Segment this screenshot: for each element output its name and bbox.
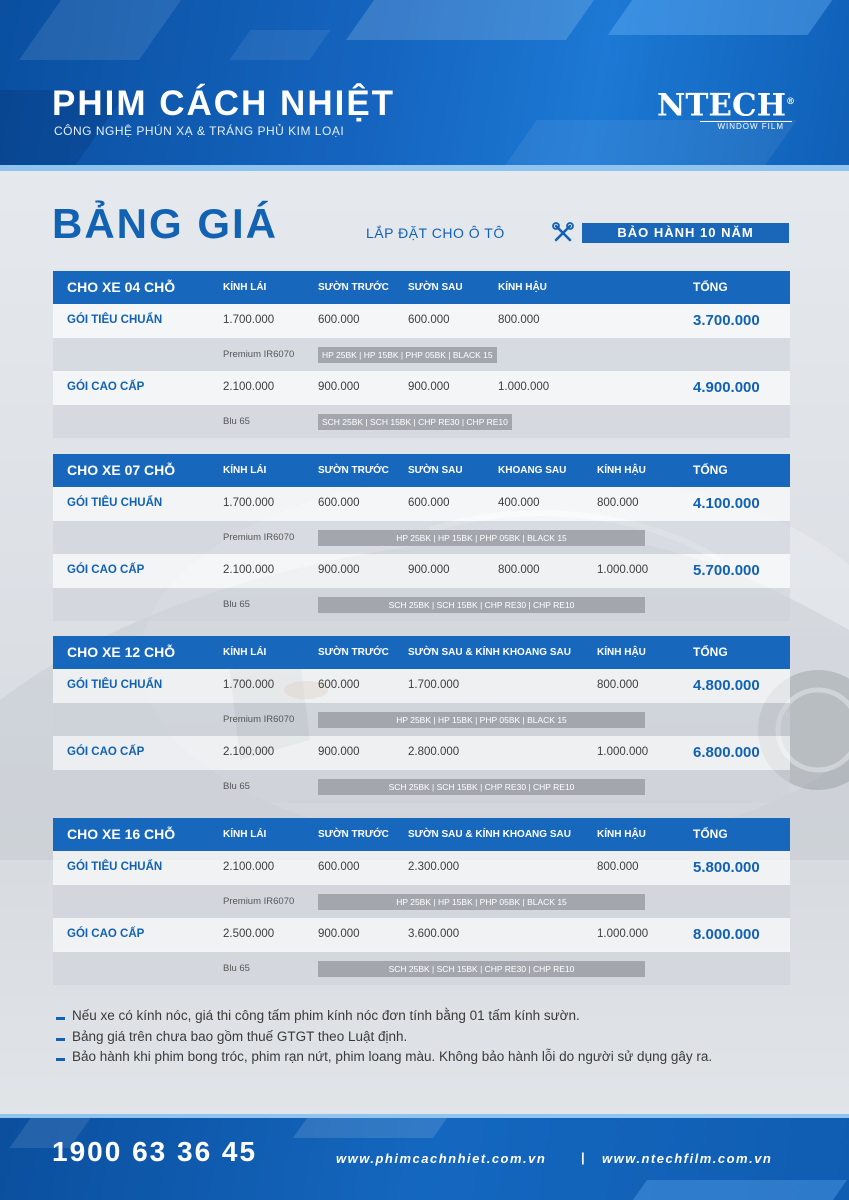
- package-name: GÓI CAO CẤP: [67, 564, 145, 576]
- film-codes: HP 25BK | HP 15BK | PHP 05BK | BLACK 15: [318, 712, 645, 728]
- price-table-12-seats: [53, 636, 790, 803]
- price-cell: 2.100.000: [223, 746, 275, 758]
- price-cell: 800.000: [597, 679, 639, 691]
- price-cell: 400.000: [498, 497, 540, 509]
- footer-separator: |: [581, 1150, 585, 1165]
- film-row: [53, 521, 790, 555]
- package-name: GÓI TIÊU CHUẨN: [67, 861, 163, 873]
- total-price: 5.700.000: [693, 562, 760, 579]
- package-name: GÓI CAO CẤP: [67, 928, 145, 940]
- column-header: KÍNH LÁI: [223, 282, 267, 293]
- film-row: [53, 952, 790, 986]
- column-header: KÍNH LÁI: [223, 465, 267, 476]
- bullet-dash-icon: [56, 1017, 65, 1020]
- film-row: [53, 770, 790, 804]
- total-price: 6.800.000: [693, 744, 760, 761]
- column-header: KHOANG SAU: [498, 465, 567, 476]
- film-name: Premium IR6070: [223, 895, 295, 907]
- note-item: [56, 1008, 816, 1029]
- price-cell: 900.000: [318, 564, 360, 576]
- film-name: Blu 65: [223, 962, 250, 974]
- film-name: Premium IR6070: [223, 348, 295, 360]
- price-cell: 900.000: [318, 381, 360, 393]
- price-cell: 1.700.000: [408, 679, 460, 691]
- column-header: SƯỜN SAU & KÍNH KHOANG SAU: [408, 647, 571, 658]
- header-divider: [0, 165, 849, 171]
- film-codes: SCH 25BK | SCH 15BK | CHP RE30 | CHP RE10: [318, 414, 512, 430]
- logo-registered: ®: [786, 97, 795, 107]
- total-price: 5.800.000: [693, 859, 760, 876]
- logo-subtitle: WINDOW FILM: [700, 121, 792, 131]
- column-header: KÍNH HẬU: [597, 829, 646, 840]
- total-price: 4.800.000: [693, 677, 760, 694]
- website-link-phimcachnhiet[interactable]: www.phimcachnhiet.com.vn: [336, 1151, 547, 1166]
- note-item: [56, 1029, 816, 1050]
- film-name: Premium IR6070: [223, 713, 295, 725]
- column-header: SƯỜN TRƯỚC: [318, 282, 389, 293]
- total-header: TỔNG: [693, 827, 728, 841]
- vehicle-type: CHO XE 16 CHỖ: [67, 826, 176, 842]
- film-row: [53, 703, 790, 737]
- price-cell: 1.700.000: [223, 314, 275, 326]
- table-row: [53, 918, 790, 952]
- film-codes: HP 25BK | HP 15BK | PHP 05BK | BLACK 15: [318, 894, 645, 910]
- price-cell: 600.000: [318, 679, 360, 691]
- vehicle-type: CHO XE 04 CHỖ: [67, 279, 176, 295]
- price-cell: 900.000: [318, 928, 360, 940]
- page-subtitle: CÔNG NGHỆ PHÚN XẠ & TRÁNG PHỦ KIM LOẠI: [54, 124, 345, 138]
- table-header: [53, 636, 790, 669]
- total-price: 3.700.000: [693, 312, 760, 329]
- column-header: SƯỜN TRƯỚC: [318, 647, 389, 658]
- price-table-16-seats: [53, 818, 790, 985]
- column-header: KÍNH HẬU: [498, 282, 547, 293]
- table-row: [53, 669, 790, 703]
- price-cell: 600.000: [408, 497, 450, 509]
- price-cell: 2.500.000: [223, 928, 275, 940]
- film-row: [53, 885, 790, 919]
- warranty-badge: BẢO HÀNH 10 NĂM: [582, 223, 789, 243]
- price-cell: 1.700.000: [223, 679, 275, 691]
- price-table-title: BẢNG GIÁ: [52, 200, 278, 247]
- film-codes: HP 25BK | HP 15BK | PHP 05BK | BLACK 15: [318, 530, 645, 546]
- price-cell: 2.100.000: [223, 861, 275, 873]
- price-cell: 900.000: [408, 381, 450, 393]
- price-table-07-seats: [53, 454, 790, 621]
- table-row: [53, 487, 790, 521]
- total-header: TỔNG: [693, 645, 728, 659]
- table-header: [53, 271, 790, 304]
- tools-icon: [552, 222, 574, 244]
- table-header: [53, 818, 790, 851]
- page-title: PHIM CÁCH NHIỆT: [52, 84, 396, 123]
- vehicle-type: CHO XE 07 CHỖ: [67, 462, 176, 478]
- price-cell: 600.000: [318, 314, 360, 326]
- package-name: GÓI TIÊU CHUẨN: [67, 679, 163, 691]
- bullet-dash-icon: [56, 1058, 65, 1061]
- note-text: Bảng giá trên chưa bao gồm thuế GTGT theo Luật định.: [72, 1028, 408, 1044]
- hotline-number[interactable]: 1900 63 36 45: [52, 1136, 258, 1167]
- film-codes: SCH 25BK | SCH 15BK | CHP RE30 | CHP RE10: [318, 597, 645, 613]
- price-cell: 1.000.000: [498, 381, 550, 393]
- price-cell: 600.000: [408, 314, 450, 326]
- film-row: [53, 338, 790, 372]
- package-name: GÓI CAO CẤP: [67, 746, 145, 758]
- table-row: [53, 554, 790, 588]
- note-item: [56, 1049, 816, 1070]
- total-price: 4.900.000: [693, 379, 760, 396]
- film-codes: SCH 25BK | SCH 15BK | CHP RE30 | CHP RE10: [318, 961, 645, 977]
- column-header: SƯỜN SAU: [408, 282, 463, 293]
- film-row: [53, 588, 790, 622]
- column-header: SƯỜN TRƯỚC: [318, 465, 389, 476]
- film-row: [53, 405, 790, 439]
- price-cell: 2.800.000: [408, 746, 460, 758]
- bullet-dash-icon: [56, 1038, 65, 1041]
- package-name: GÓI CAO CẤP: [67, 381, 145, 393]
- price-cell: 1.000.000: [597, 928, 649, 940]
- column-header: KÍNH HẬU: [597, 647, 646, 658]
- table-row: [53, 851, 790, 885]
- price-cell: 2.100.000: [223, 381, 275, 393]
- price-cell: 900.000: [408, 564, 450, 576]
- total-header: TỔNG: [693, 280, 728, 294]
- total-price: 8.000.000: [693, 926, 760, 943]
- column-header: SƯỜN TRƯỚC: [318, 829, 389, 840]
- total-header: TỔNG: [693, 463, 728, 477]
- price-cell: 800.000: [498, 314, 540, 326]
- price-cell: 1.000.000: [597, 564, 649, 576]
- install-label: LẮP ĐẶT CHO Ô TÔ: [366, 225, 505, 241]
- film-name: Premium IR6070: [223, 531, 295, 543]
- price-cell: 600.000: [318, 861, 360, 873]
- note-text: Bảo hành khi phim bong tróc, phim rạn nứt, phim loang màu. Không bảo hành lỗi do người sử dụng gây ra.: [72, 1049, 713, 1064]
- table-row: [53, 736, 790, 770]
- ntech-logo: [656, 86, 796, 131]
- film-codes: HP 25BK | HP 15BK | PHP 05BK | BLACK 15: [318, 347, 497, 363]
- film-name: Blu 65: [223, 415, 250, 427]
- price-cell: 2.300.000: [408, 861, 460, 873]
- film-codes: SCH 25BK | SCH 15BK | CHP RE30 | CHP RE10: [318, 779, 645, 795]
- film-name: Blu 65: [223, 598, 250, 610]
- package-name: GÓI TIÊU CHUẨN: [67, 314, 163, 326]
- column-header: SƯỜN SAU: [408, 465, 463, 476]
- column-header: KÍNH LÁI: [223, 647, 267, 658]
- table-row: [53, 304, 790, 338]
- price-cell: 3.600.000: [408, 928, 460, 940]
- price-cell: 600.000: [318, 497, 360, 509]
- price-cell: 800.000: [597, 861, 639, 873]
- price-table-04-seats: [53, 271, 790, 438]
- price-cell: 800.000: [597, 497, 639, 509]
- website-link-ntechfilm[interactable]: www.ntechfilm.com.vn: [602, 1151, 773, 1166]
- total-price: 4.100.000: [693, 495, 760, 512]
- note-text: Nếu xe có kính nóc, giá thi công tấm phim kính nóc đơn tính bằng 01 tấm kính sườn.: [72, 1008, 580, 1023]
- notes-list: [56, 1008, 816, 1070]
- price-cell: 800.000: [498, 564, 540, 576]
- price-cell: 2.100.000: [223, 564, 275, 576]
- price-cell: 900.000: [318, 746, 360, 758]
- vehicle-type: CHO XE 12 CHỖ: [67, 644, 176, 660]
- price-cell: 1.700.000: [223, 497, 275, 509]
- column-header: KÍNH LÁI: [223, 829, 267, 840]
- column-header: SƯỜN SAU & KÍNH KHOANG SAU: [408, 829, 571, 840]
- film-name: Blu 65: [223, 780, 250, 792]
- table-row: [53, 371, 790, 405]
- package-name: GÓI TIÊU CHUẨN: [67, 497, 163, 509]
- table-header: [53, 454, 790, 487]
- logo-text: NTECH: [657, 87, 786, 124]
- column-header: KÍNH HẬU: [597, 465, 646, 476]
- price-cell: 1.000.000: [597, 746, 649, 758]
